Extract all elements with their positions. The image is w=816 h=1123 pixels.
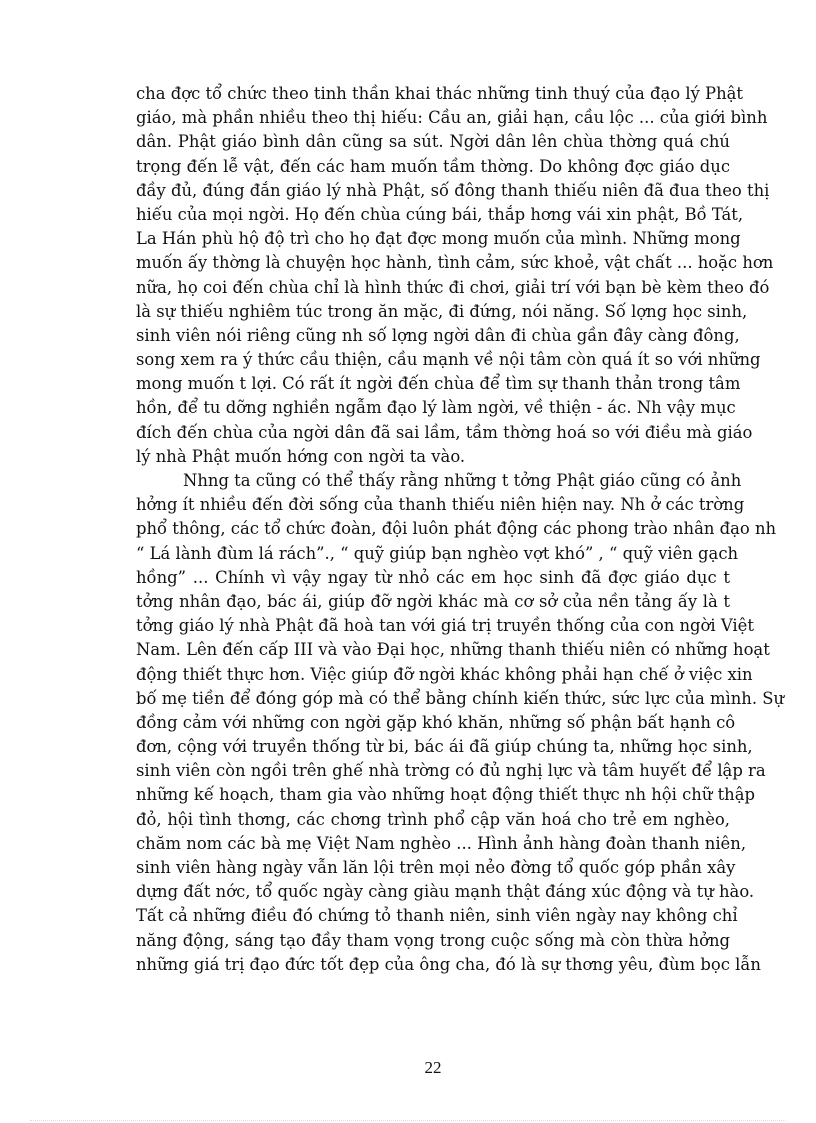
footer-divider [30,1120,786,1121]
text-line: nữa, họ coi đến chùa chỉ là hình thức đi chơi, giải trí với bạn bè kèm theo đó [136,277,770,297]
text-line: chăm nom các bà mẹ Việt Nam nghèo ... Hình ảnh hàng đoàn thanh niên, [136,833,747,853]
text-line: dựng đất nớc, tổ quốc ngày càng giàu mạnh thật đáng xúc động và tự hào. [136,882,755,902]
text-line: dân. Phật giáo bình dân cũng sa sút. Ngời dân lên chùa thờng quá chú [136,132,730,152]
text-line: những kế hoạch, tham gia vào những hoạt động thiết thực nh hội chữ thập [136,785,756,805]
text-line: đỏ, hội tình thơng, các chơng trình phổ cập văn hoá cho trẻ em nghèo, [136,809,730,829]
text-line: La Hán phù hộ độ trì cho họ đạt đợc mong muốn của mình. Những mong [136,229,741,249]
text-line: đồng cảm với những con ngời gặp khó khăn, những số phận bất hạnh cô [136,712,736,732]
text-line: Tất cả những điều đó chứng tỏ thanh niên, sinh viên ngày nay không chỉ [136,906,738,926]
text-line: bố mẹ tiền để đóng góp mà có thể bằng chính kiến thức, sức lực của mình. Sự [136,688,785,708]
text-line: phổ thông, các tổ chức đoàn, đội luôn phát động các phong trào nhân đạo nh [136,519,777,539]
text-line: sinh viên nói riêng cũng nh số lợng ngời dân đi chùa gần đây càng đông, [136,325,740,345]
text-line: tởng nhân đạo, bác ái, giúp đỡ ngời khác mà cơ sở của nền tảng ấy là t [136,591,730,611]
text-line: động thiết thực hơn. Việc giúp đỡ ngời khác không phải hạn chế ở việc xin [136,664,753,684]
text-line: tởng giáo lý nhà Phật đã hoà tan với giá trị truyền thống của con ngời Việt [136,616,754,636]
body-text [136,82,785,977]
text-line: hồng” ... Chính vì vậy ngay từ nhỏ các em học sinh đã đợc giáo dục t [136,567,730,587]
text-line: đích đến chùa của ngời dân đã sai lầm, tầm thờng hoá so với điều mà giáo [136,422,753,442]
text-line: trọng đến lễ vật, đến các ham muốn tầm thờng. Do không đợc giáo dục [136,156,730,176]
text-line: hiếu của mọi ngời. Họ đến chùa cúng bái, thắp hơng vái xin phật, Bồ Tát, [136,204,744,224]
text-line: cha đợc tổ chức theo tinh thần khai thác những tinh thuý của đạo lý Phật [136,84,743,103]
text-line: “ Lá lành đùm lá rách”., “ quỹ giúp bạn nghèo vợt khó” , “ quỹ viên gạch [136,543,739,563]
text-line: đơn, cộng với truyền thống từ bi, bác ái đã giúp chúng ta, những học sinh, [136,737,753,757]
paragraph-end-line: lý nhà Phật muốn hớng con ngời ta vào. [136,446,466,466]
text-line: năng động, sáng tạo đầy tham vọng trong cuộc sống mà còn thừa hởng [136,930,730,950]
text-line: mong muốn t lợi. Có rất ít ngời đến chùa để tìm sự thanh thản trong tâm [136,374,741,394]
text-line: những giá trị đạo đức tốt đẹp của ông cha, đó là sự thơng yêu, đùm bọc lẫn [136,954,761,974]
text-line: hởng ít nhiều đến đời sống của thanh thiếu niên hiện nay. Nh ở các trờng [136,495,745,515]
text-line: hồn, để tu dỡng nghiền ngẫm đạo lý làm ngời, về thiện - ác. Nh vậy mục [136,398,736,418]
text-line: muốn ấy thờng là chuyện học hành, tình cảm, sức khoẻ, vật chất ... hoặc hơn [136,253,774,273]
text-line: Nam. Lên đến cấp III và vào Đại học, những thanh thiếu niên có những hoạt [136,640,770,660]
page-number: 22 [424,1058,442,1077]
text-line: giáo, mà phần nhiều theo thị hiếu: Cầu an, giải hạn, cầu lộc ... của giới bình [136,108,768,128]
paragraph-start-line: Nhng ta cũng có thể thấy rằng những t tởng Phật giáo cũng có ảnh [183,471,742,490]
text-line: sinh viên hàng ngày vẫn lăn lội trên mọi nẻo đờng tổ quốc góp phần xây [136,858,736,877]
text-line: là sự thiếu nghiêm túc trong ăn mặc, đi đứng, nói năng. Số lợng học sinh, [136,301,748,321]
text-line: song xem ra ý thức cầu thiện, cầu mạnh về nội tâm còn quá ít so với những [136,350,761,370]
text-line: đầy đủ, đúng đắn giáo lý nhà Phật, số đông thanh thiếu niên đã đua theo thị [136,180,770,200]
text-line: sinh viên còn ngồi trên ghế nhà trờng có đủ nghị lực và tâm huyết để lập ra [136,761,766,781]
